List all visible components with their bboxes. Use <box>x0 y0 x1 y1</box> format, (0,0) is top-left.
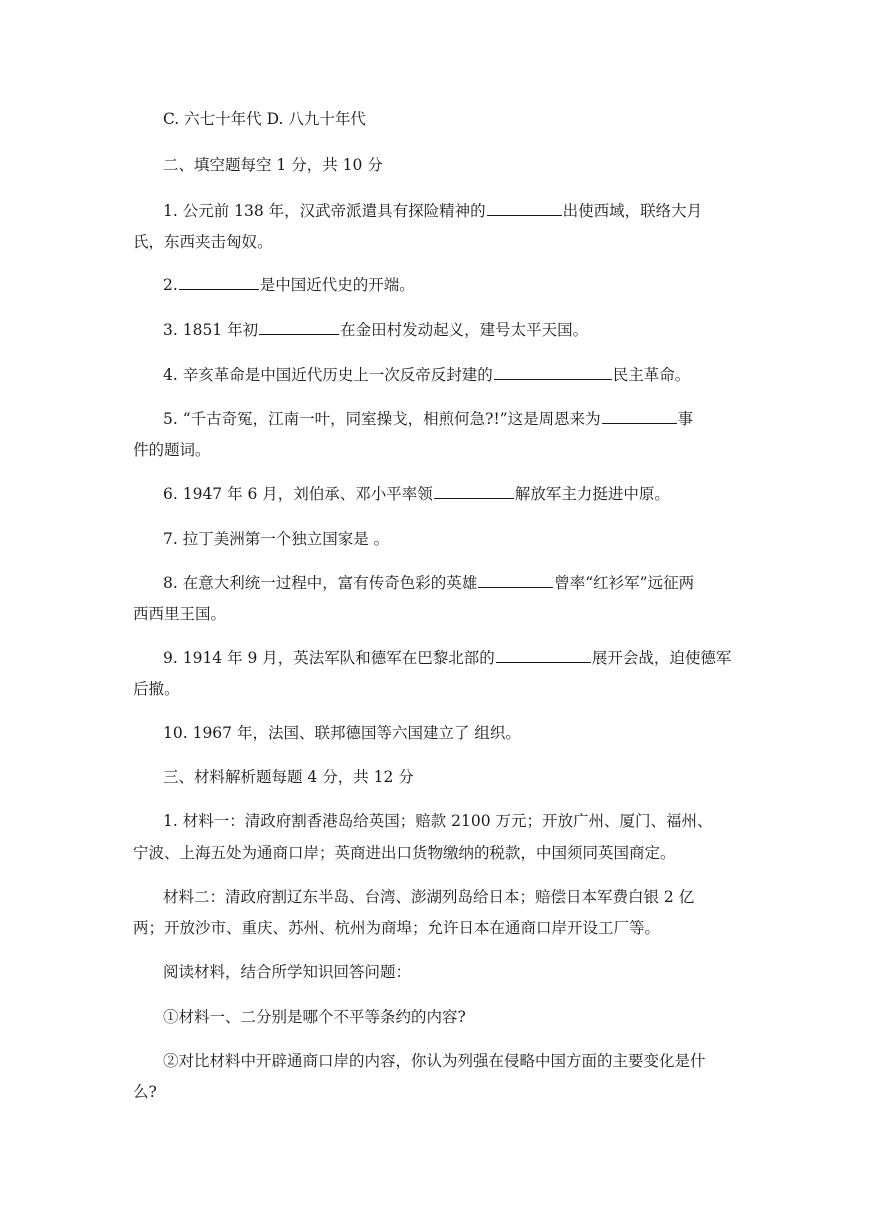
question-3-text-cont: 在金田村发动起义，建号太平天国。 <box>340 321 589 339</box>
answer-blank <box>496 661 591 663</box>
question-3 <box>163 315 723 346</box>
question-3-text: 3. 1851 年初 <box>163 321 259 339</box>
option-text: C. 六七十年代 D. 八九十年代 <box>163 110 366 128</box>
question-8-text-cont: 曾率“红衫军”远征两 <box>554 574 695 592</box>
question-2-text: 是中国近代史的开端。 <box>259 276 415 294</box>
section-heading-text: 三、材料解析题每题 4 分，共 12 分 <box>163 768 414 786</box>
question-9-text-end: 后撤。 <box>133 680 180 698</box>
question-6-text-cont: 解放军主力挺进中原。 <box>514 485 670 503</box>
question-5-line-2 <box>133 435 693 466</box>
question-2 <box>163 270 723 301</box>
question-5 <box>163 404 723 435</box>
question-2-number: 2. <box>163 276 178 294</box>
question-8-text: 8. 在意大利统一过程中，富有传奇色彩的英雄 <box>163 574 478 592</box>
question-9-line-2 <box>133 674 693 705</box>
material-2-text-cont: 两；开放沙市、重庆、苏州、杭州为商埠；允许日本在通商口岸开设工厂等。 <box>133 919 661 937</box>
material-1-line-2 <box>133 838 693 869</box>
answer-blank <box>259 333 339 335</box>
sub-question-2 <box>163 1046 723 1077</box>
question-7 <box>163 524 723 555</box>
material-2-text: 材料二：清政府割辽东半岛、台湾、澎湖列岛给日本；赔偿日本军费白银 2 亿 <box>163 888 695 906</box>
question-7-text: 7. 拉丁美洲第一个独立国家是 。 <box>163 530 390 548</box>
answer-blank <box>494 378 612 380</box>
question-1-text-cont: 出使西域，联络大月 <box>562 202 703 220</box>
material-2-line-2 <box>133 913 693 944</box>
question-8-line-2 <box>133 599 693 630</box>
sub-question-2-text: ②对比材料中开辟通商口岸的内容，你认为列强在侵略中国方面的主要变化是什 <box>163 1052 706 1070</box>
question-8 <box>163 568 723 599</box>
question-9 <box>163 643 732 674</box>
section-heading-material <box>163 762 723 793</box>
material-2 <box>163 882 723 913</box>
section-heading-text: 二、填空题每空 1 分，共 10 分 <box>163 156 383 174</box>
question-4-text-cont: 民主革命。 <box>612 366 691 384</box>
question-1 <box>163 196 723 227</box>
reading-instruction-text: 阅读材料，结合所学知识回答问题： <box>163 963 412 981</box>
question-1-text: 1. 公元前 138 年，汉武帝派遣具有探险精神的 <box>163 202 486 220</box>
question-1-text-end: 氏，东西夹击匈奴。 <box>133 233 273 251</box>
question-10 <box>163 718 723 749</box>
material-1-text-cont: 宁波、上海五处为通商口岸；英商进出口货物缴纳的税款，中国须同英国商定。 <box>133 844 676 862</box>
material-1-text: 1. 材料一：清政府割香港岛给英国；赔款 2100 万元；开放广州、厦门、福州、 <box>163 812 713 830</box>
question-1-line-2 <box>133 227 693 258</box>
sub-question-1-text: ①材料一、二分别是哪个不平等条约的内容? <box>163 1008 466 1026</box>
question-6 <box>163 479 723 510</box>
answer-blank <box>602 422 677 424</box>
question-4-text: 4. 辛亥革命是中国近代历史上一次反帝反封建的 <box>163 366 493 384</box>
option-line <box>163 104 723 135</box>
question-6-text: 6. 1947 年 6 月，刘伯承、邓小平率领 <box>163 485 433 503</box>
answer-blank <box>434 497 514 499</box>
question-10-text: 10. 1967 年，法国、联邦德国等六国建立了 组织。 <box>163 724 521 742</box>
question-5-text: 5. “千古奇冤，江南一叶，同室操戈，相煎何急?!”这是周恩来为 <box>163 410 601 428</box>
section-heading-fill-blank <box>163 150 723 181</box>
sub-question-2-line-2 <box>133 1077 693 1108</box>
question-5-text-end: 件的题词。 <box>133 441 211 459</box>
answer-blank <box>179 288 259 290</box>
sub-question-1 <box>163 1002 723 1033</box>
reading-instruction <box>163 957 723 988</box>
question-4 <box>163 360 723 391</box>
material-1 <box>163 806 723 837</box>
question-5-text-cont: 事 <box>677 410 694 428</box>
question-8-text-end: 西西里王国。 <box>133 605 227 623</box>
sub-question-2-text-end: 么? <box>133 1083 157 1101</box>
question-9-text-cont: 展开会战，迫使德军 <box>591 649 732 667</box>
answer-blank <box>478 586 553 588</box>
question-9-text: 9. 1914 年 9 月，英法军队和德军在巴黎北部的 <box>163 649 495 667</box>
answer-blank <box>487 214 562 216</box>
